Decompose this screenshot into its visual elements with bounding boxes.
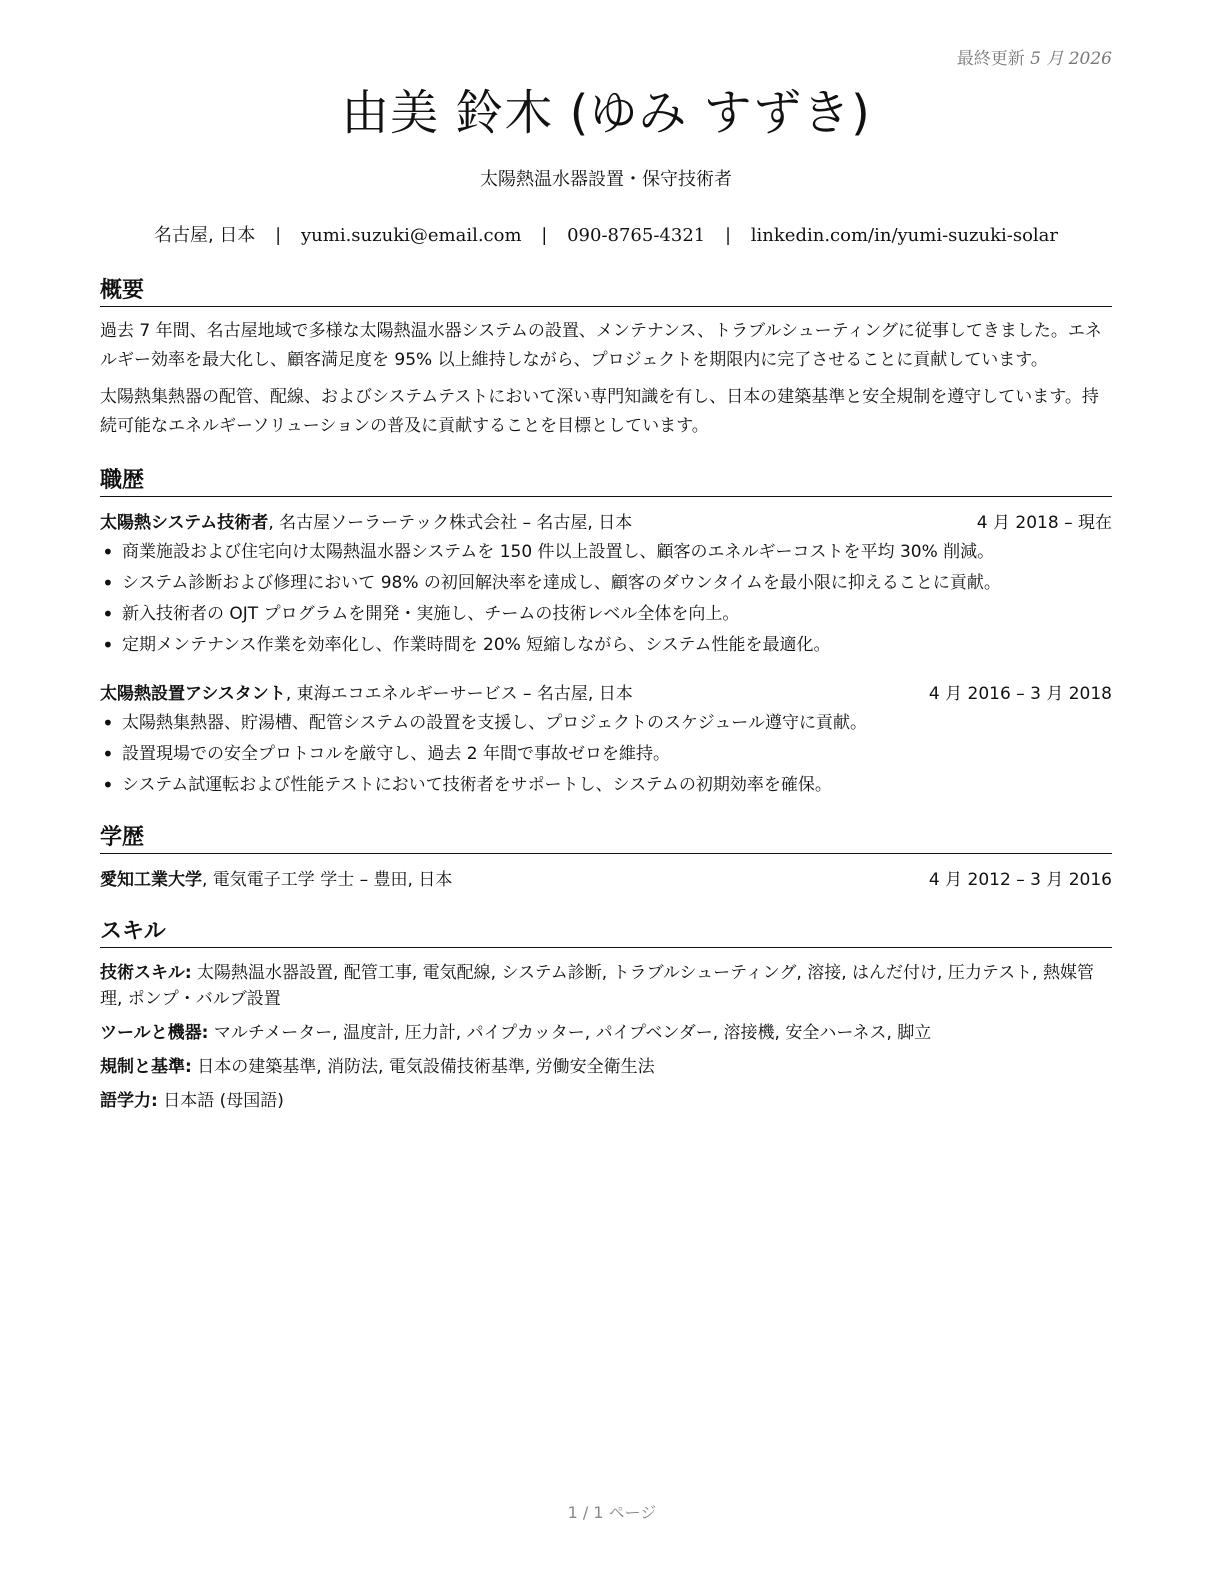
- job-entry: [100, 680, 1112, 798]
- job-bullets: [100, 710, 1112, 798]
- job-dates: 4 月 2016 – 3 月 2018: [928, 684, 1112, 705]
- skill-line: [100, 1020, 1112, 1046]
- job-org: , 東海エコエネルギーサービス – 名古屋, 日本: [285, 684, 633, 705]
- section-title-skills: スキル: [100, 914, 1112, 948]
- summary-paragraph: 過去 7 年間、名古屋地域で多様な太陽熱温水器システムの設置、メンテナンス、トラブルシューティングに従事してきました。エネルギー効率を最大化し、顧客満足度を 95% 以上維持しながら、プロジェクトを期限内に完了させることに貢献しています。: [100, 321, 1102, 371]
- skill-line: [100, 1088, 1112, 1114]
- list-item: • 太陽熱集熱器、貯湯槽、配管システムの設置を支援し、プロジェクトのスケジュール遵守に貢献。: [100, 710, 1112, 736]
- list-item: • 設置現場での安全プロトコルを厳守し、過去 2 年間で事故ゼロを維持。: [100, 741, 1112, 767]
- skill-value: マルチメーター, 温度計, 圧力計, パイプカッター, パイプベンダー, 溶接機, 安全ハーネス, 脚立: [208, 1023, 932, 1044]
- job-role: 太陽熱システム技術者: [100, 513, 269, 534]
- list-item: • 新入技術者の OJT プログラムを開発・実施し、チームの技術レベル全体を向上。: [100, 601, 1112, 627]
- job-role: 太陽熱設置アシスタント: [100, 684, 286, 705]
- job-dates: 4 月 2018 – 現在: [976, 513, 1112, 534]
- experience-section: [100, 463, 1112, 798]
- skill-value: 日本語 (母国語): [157, 1091, 284, 1112]
- section-title-experience: 職歴: [100, 463, 1112, 497]
- job-role-org: [100, 680, 633, 708]
- skill-label: 語学力:: [100, 1091, 158, 1112]
- list-item: • 定期メンテナンス作業を効率化し、作業時間を 20% 短縮しながら、システム性能を最適化。: [100, 632, 1112, 658]
- skills-section: [100, 914, 1112, 1114]
- skill-value: 太陽熱温水器設置, 配管工事, 電気配線, システム診断, トラブルシューティング, 溶接, はんだ付け, 圧力テスト, 熱媒管理, ポンプ・バルブ設置: [100, 963, 1094, 1010]
- last-updated: [957, 44, 1112, 69]
- contact-separator: |: [724, 225, 732, 247]
- last-updated-label: 最終更新: [956, 49, 1025, 69]
- education-school: 愛知工業大学: [100, 870, 202, 891]
- education-dates: 4 月 2012 – 3 月 2016: [928, 870, 1112, 891]
- contact-linkedin[interactable]: linkedin.com/in/yumi-suzuki-solar: [750, 225, 1058, 247]
- contact-info: [100, 221, 1112, 247]
- job-title: 太陽熱温水器設置・保守技術者: [480, 169, 732, 191]
- skill-label: 規制と基準:: [100, 1057, 192, 1078]
- skill-label: 技術スキル:: [100, 963, 192, 984]
- contact-separator: |: [275, 225, 282, 247]
- list-item: • システム試運転および性能テストにおいて技術者をサポートし、システムの初期効率を確保。: [100, 772, 1112, 798]
- last-updated-date: 5 月 2026: [1030, 49, 1112, 69]
- contact-separator: |: [541, 225, 548, 247]
- education-entry: [100, 866, 1112, 894]
- skill-label: ツールと機器:: [100, 1023, 209, 1044]
- skill-value: 日本の建築基準, 消防法, 電気設備技術基準, 労働安全衛生法: [191, 1057, 655, 1078]
- page-indicator: 1 / 1 ページ: [567, 1503, 657, 1522]
- education-school-detail: [100, 866, 452, 894]
- education-detail: , 電気電子工学 学士 – 豊田, 日本: [202, 870, 453, 891]
- job-bullets: [100, 539, 1112, 658]
- list-item: • 商業施設および住宅向け太陽熱温水器システムを 150 件以上設置し、顧客のエネルギーコストを平均 30% 削減。: [100, 539, 1112, 565]
- skill-line: [100, 1054, 1112, 1080]
- candidate-name: 由美 鈴木 (ゆみ すずき): [341, 85, 871, 141]
- skill-line: [100, 960, 1112, 1012]
- summary-paragraph: 太陽熱集熱器の配管、配線、およびシステムテストにおいて深い専門知識を有し、日本の建築基準と安全規制を遵守しています。持続可能なエネルギーソリューションの普及に貢献することを目標としています。: [100, 387, 1099, 437]
- job-org: , 名古屋ソーラーテック株式会社 – 名古屋, 日本: [268, 513, 633, 534]
- summary-section: [100, 273, 1112, 441]
- job-header: [100, 680, 1112, 708]
- list-item: • システム診断および修理において 98% の初回解決率を達成し、顧客のダウンタイムを最小限に抑えることに貢献。: [100, 570, 1112, 596]
- contact-phone[interactable]: 090-8765-4321: [567, 225, 706, 247]
- section-title-education: 学歴: [100, 820, 1112, 854]
- job-header: [100, 509, 1112, 537]
- contact-location: 名古屋, 日本: [153, 225, 256, 247]
- section-title-summary: 概要: [100, 273, 1112, 307]
- job-role-org: [100, 509, 632, 537]
- job-entry: [100, 509, 1112, 658]
- education-section: [100, 820, 1112, 894]
- contact-email[interactable]: yumi.suzuki@email.com: [300, 225, 522, 247]
